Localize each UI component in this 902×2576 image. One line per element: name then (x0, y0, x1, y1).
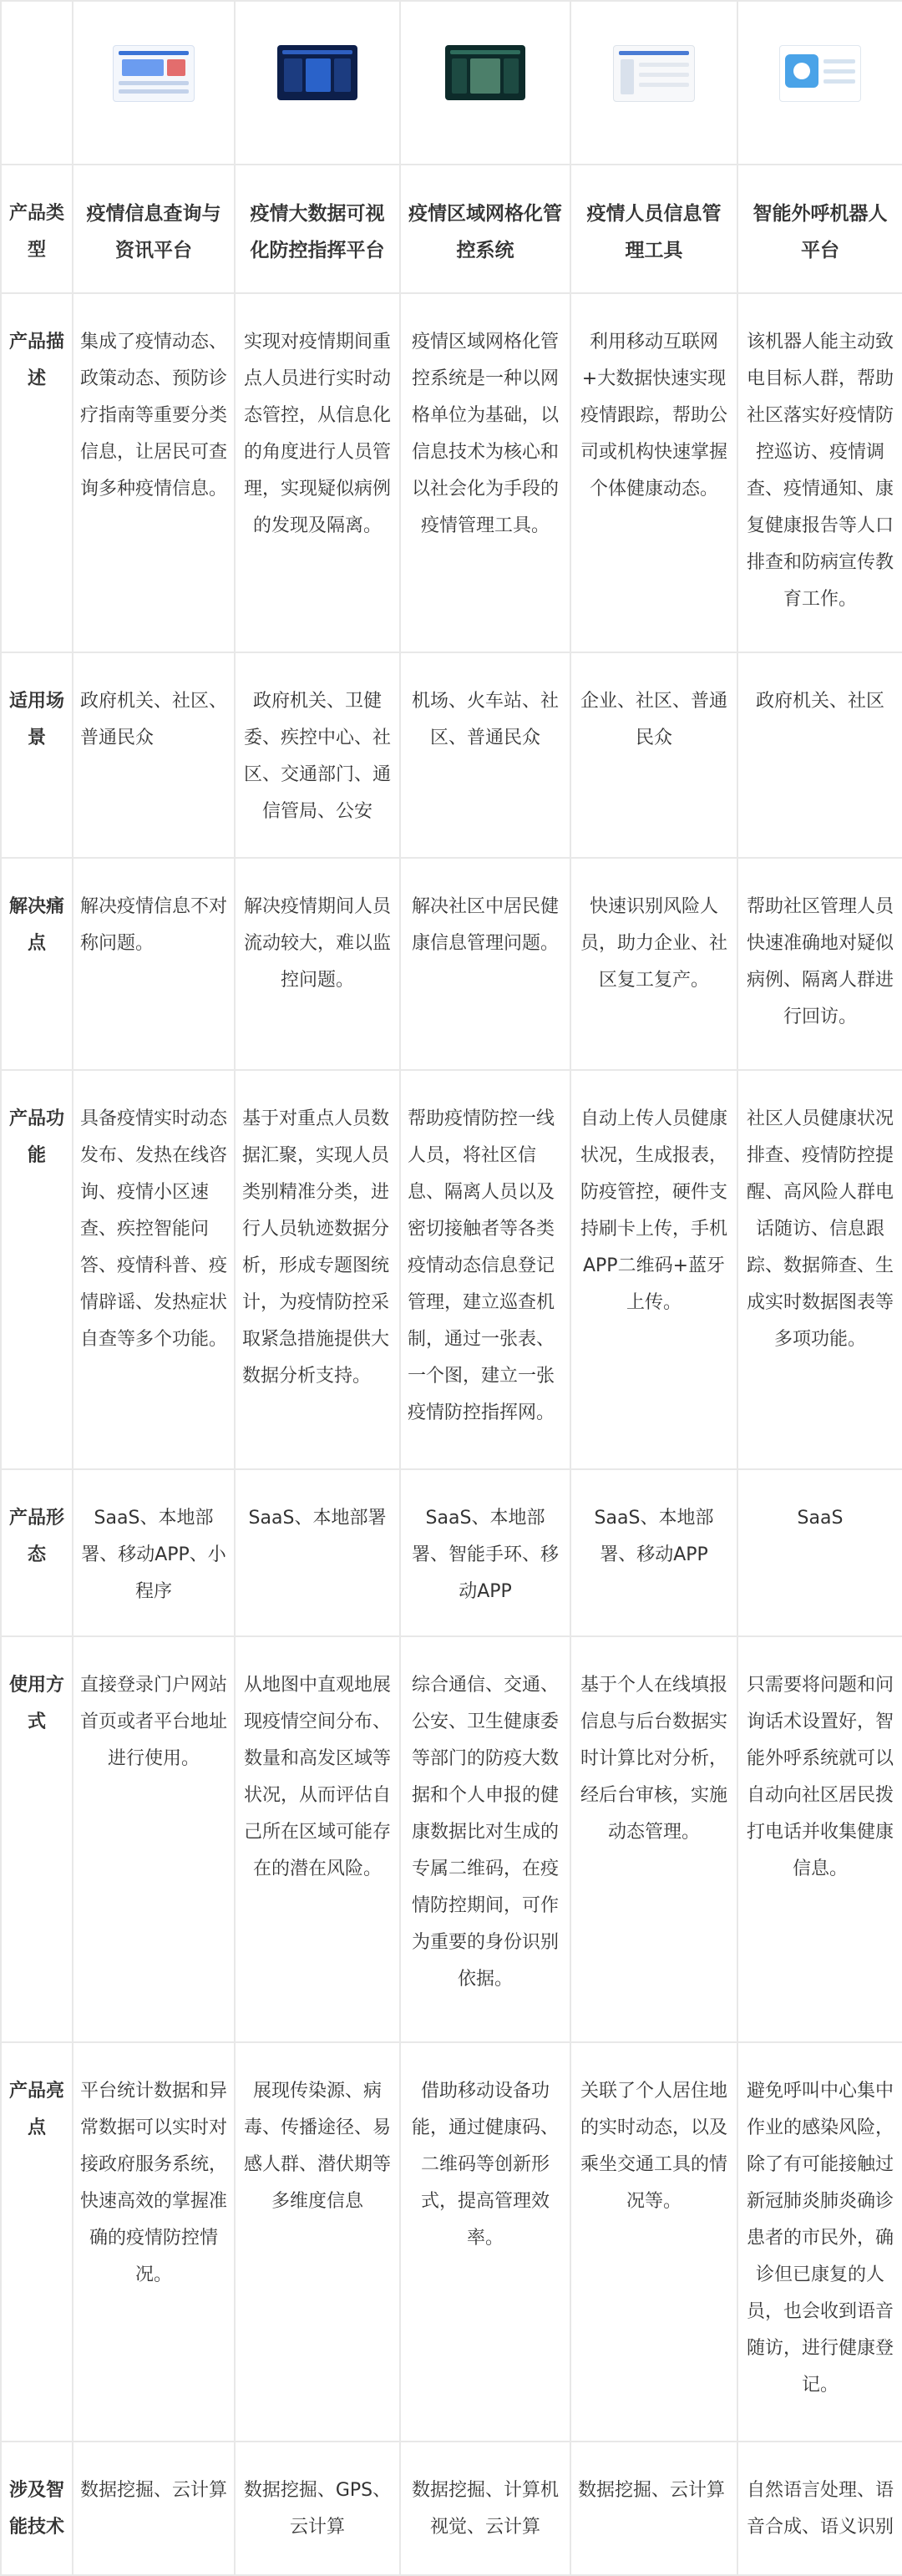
row-usage (1, 1636, 902, 2042)
cell: 智能外呼机器人平台 (737, 165, 902, 293)
cell: 解决疫情期间人员流动较大，难以监控问题。 (235, 858, 400, 1070)
cell: 自然语言处理、语音合成、语义识别 (737, 2442, 902, 2575)
row-technology (1, 2442, 902, 2575)
row-form (1, 1469, 902, 1636)
cell: 平台统计数据和异常数据可以实时对接政府服务系统，快速高效的掌握准确的疫情防控情况。 (73, 2042, 235, 2442)
cell: 集成了疫情动态、政策动态、预防诊疗指南等重要分类信息，让居民可查询多种疫情信息。 (73, 293, 235, 652)
cell: 借助移动设备功能，通过健康码、二维码等创新形式，提高管理效率。 (400, 2042, 570, 2442)
cell: 展现传染源、病毒、传播途径、易感人群、潜伏期等多维度信息 (235, 2042, 400, 2442)
cell: 关联了个人居住地的实时动态，以及乘坐交通工具的情况等。 (570, 2042, 737, 2442)
row-label: 涉及智能技术 (1, 2442, 73, 2575)
cell: 疫情信息查询与资讯平台 (73, 165, 235, 293)
cell: 避免呼叫中心集中作业的感染风险，除了有可能接触过新冠肺炎肺炎确诊患者的市民外，确诊但已康复的人员，也会收到语音随访，进行健康登记。 (737, 2042, 902, 2442)
cell: 快速识别风险人员，助力企业、社区复工复产。 (570, 858, 737, 1070)
cell: 帮助社区管理人员快速准确地对疑似病例、隔离人群进行回访。 (737, 858, 902, 1070)
row-label: 产品形态 (1, 1469, 73, 1636)
cell: SaaS、本地部署、智能手环、移动APP (400, 1469, 570, 1636)
thumb-cell (235, 1, 400, 165)
platform-screenshot-3 (445, 45, 525, 100)
cell: 从地图中直观地展现疫情空间分布、数量和高发区域等状况，从而评估自己所在区域可能存在的潜在风险。 (235, 1636, 400, 2042)
cell: 利用移动互联网+大数据快速实现疫情跟踪，帮助公司或机构快速掌握个体健康动态。 (570, 293, 737, 652)
cell: 疫情大数据可视化防控指挥平台 (235, 165, 400, 293)
cell: SaaS、本地部署、移动APP、小程序 (73, 1469, 235, 1636)
platform-screenshot-1 (113, 45, 195, 102)
thumb-cell (570, 1, 737, 165)
row-label: 产品功能 (1, 1070, 73, 1469)
cell: 社区人员健康状况排查、疫情防控提醒、高风险人群电话随访、信息跟踪、数据筛查、生成实时数据图表等多项功能。 (737, 1070, 902, 1469)
row-highlights (1, 2042, 902, 2442)
cell: 实现对疫情期间重点人员进行实时动态管控，从信息化的角度进行人员管理，实现疑似病例的发现及隔离。 (235, 293, 400, 652)
row-description (1, 293, 902, 652)
cell: 自动上传人员健康状况，生成报表，防疫管控，硬件支持刷卡上传，手机APP二维码+蓝牙上传。 (570, 1070, 737, 1469)
cell: 数据挖掘、云计算 (570, 2442, 737, 2575)
row-scenario (1, 652, 902, 858)
row-label: 解决痛点 (1, 858, 73, 1070)
cell: 帮助疫情防控一线人员，将社区信息、隔离人员以及密切接触者等各类疫情动态信息登记管理，建立巡查机制，通过一张表、一个图，建立一张疫情防控指挥网。 (400, 1070, 570, 1469)
cell: 政府机关、社区、普通民众 (73, 652, 235, 858)
row-pain-point (1, 858, 902, 1070)
cell: 机场、火车站、社区、普通民众 (400, 652, 570, 858)
cell: 具备疫情实时动态发布、发热在线咨询、疫情小区速查、疾控智能问答、疫情科普、疫情辟谣、发热症状自查等多个功能。 (73, 1070, 235, 1469)
cell: 疫情人员信息管理工具 (570, 165, 737, 293)
cell: 基于个人在线填报信息与后台数据实时计算比对分析，经后台审核，实施动态管理。 (570, 1636, 737, 2042)
cell: 直接登录门户网站首页或者平台地址进行使用。 (73, 1636, 235, 2042)
cell: 数据挖掘、云计算 (73, 2442, 235, 2575)
cell: 数据挖掘、计算机视觉、云计算 (400, 2442, 570, 2575)
row-features (1, 1070, 902, 1469)
row-label: 产品描述 (1, 293, 73, 652)
cell: 解决疫情信息不对称问题。 (73, 858, 235, 1070)
thumb-cell (73, 1, 235, 165)
cell: 只需要将问题和问询话术设置好，智能外呼系统就可以自动向社区居民拨打电话并收集健康信息。 (737, 1636, 902, 2042)
cell: 企业、社区、普通民众 (570, 652, 737, 858)
thumbnail-row (1, 1, 902, 165)
cell: 综合通信、交通、公安、卫生健康委等部门的防疫大数据和个人申报的健康数据比对生成的专属二维码，在疫情防控期间，可作为重要的身份识别依据。 (400, 1636, 570, 2042)
row-product-type (1, 165, 902, 293)
platform-screenshot-4 (613, 45, 695, 102)
thumb-cell (400, 1, 570, 165)
cell: 疫情区域网格化管控系统是一种以网格单位为基础，以信息技术为核心和以社会化为手段的疫情管理工具。 (400, 293, 570, 652)
row-label: 产品类型 (1, 165, 73, 293)
cell: 该机器人能主动致电目标人群，帮助社区落实好疫情防控巡访、疫情调查、疫情通知、康复健康报告等人口排查和防病宣传教育工作。 (737, 293, 902, 652)
row-label: 产品亮点 (1, 2042, 73, 2442)
platform-screenshot-5 (779, 45, 861, 102)
corner-cell (1, 1, 73, 165)
platform-screenshot-2 (277, 45, 357, 100)
cell: 疫情区域网格化管控系统 (400, 165, 570, 293)
cell: 解决社区中居民健康信息管理问题。 (400, 858, 570, 1070)
row-label: 适用场景 (1, 652, 73, 858)
cell: 数据挖掘、GPS、云计算 (235, 2442, 400, 2575)
cell: 基于对重点人员数据汇聚，实现人员类别精准分类，进行人员轨迹数据分析，形成专题图统计，为疫情防控采取紧急措施提供大数据分析支持。 (235, 1070, 400, 1469)
cell: 政府机关、卫健委、疾控中心、社区、交通部门、通信管局、公安 (235, 652, 400, 858)
cell: SaaS、本地部署、移动APP (570, 1469, 737, 1636)
cell: 政府机关、社区 (737, 652, 902, 858)
row-label: 使用方式 (1, 1636, 73, 2042)
thumb-cell (737, 1, 902, 165)
cell: SaaS (737, 1469, 902, 1636)
cell: SaaS、本地部署 (235, 1469, 400, 1636)
